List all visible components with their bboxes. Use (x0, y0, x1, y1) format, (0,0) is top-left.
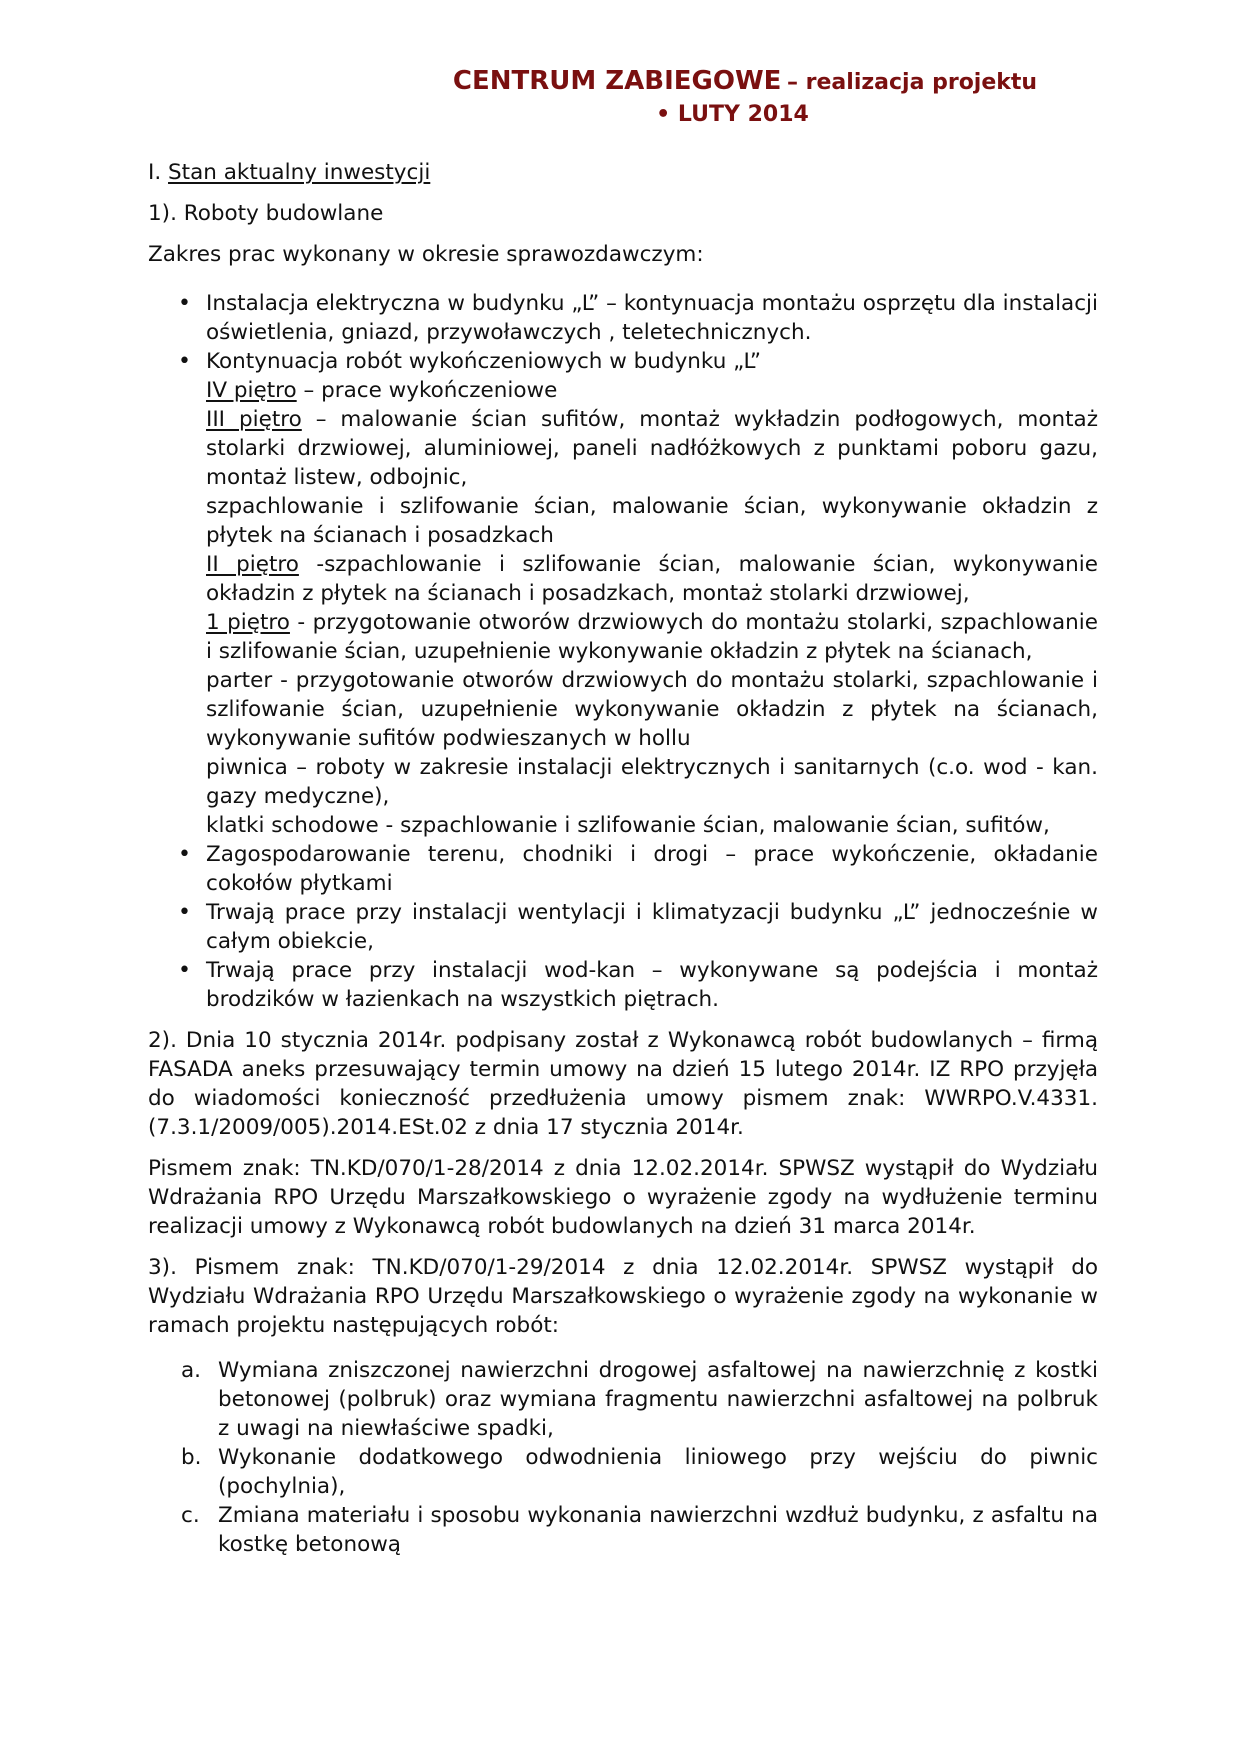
list-item-text: Trwają prace przy instalacji wentylacji i klimatyzacji budynku „L” jednocześnie w całym obiekcie, (206, 900, 1098, 954)
list-item (206, 956, 1098, 1014)
list-item (206, 898, 1098, 956)
list-marker: c. (181, 1503, 200, 1528)
list-item-text: Instalacja elektryczna w budynku „L” – kontynuacja montażu osprzętu dla instalacji oświetlenia, gniazd, przywoławczych , teletechnicznych. (206, 291, 1098, 345)
floor-line (206, 492, 1098, 550)
floor-label: 1 piętro (206, 610, 290, 635)
list-item-text: Trwają prace przy instalacji wod-kan – wykonywane są podejścia i montaż brodzików w łazienkach na wszystkich piętrach. (206, 958, 1098, 1012)
header-title: CENTRUM ZABIEGOWE (452, 66, 782, 96)
floor-text: -szpachlowanie i szlifowanie ścian, malowanie ścian, wykonywanie okładzin z płytek na ścianach i posadzkach, montaż stolarki drzwiowej, (206, 552, 1098, 606)
list-item (181, 1443, 1098, 1501)
paragraph-additional-works: 3). Pismem znak: TN.KD/070/1-29/2014 z dnia 12.02.2014r. SPWSZ wystąpił do Wydziału Wdrażania RPO Urzędu Marszałkowskiego o wyrażenie zgody na wykonanie w ramach projektu następujących robót: (148, 1255, 1098, 1338)
floor-text: parter - przygotowanie otworów drzwiowych do montażu stolarki, szpachlowanie i szlifowanie ścian, uzupełnienie wykonywanie okładzin z płytek na ścianach, wykonywanie sufitów podwieszanych w hollu (206, 668, 1098, 751)
floor-text: – prace wykończeniowe (296, 378, 558, 403)
list-item (181, 1356, 1098, 1443)
floor-text: szpachlowanie i szlifowanie ścian, malowanie ścian, wykonywanie okładzin z płytek na ścianach i posadzkach (206, 494, 1098, 548)
subsection-heading-1: 1). Roboty budowlane (148, 201, 384, 226)
header-title-line (250, 66, 1240, 96)
list-item (206, 840, 1098, 898)
list-item-text: Wymiana zniszczonej nawierzchni drogowej asfaltowej na nawierzchnię z kostki betonowej (polbruk) oraz wymiana fragmentu nawierzchni asfaltowej na polbruk z uwagi na niewłaściwe spadki, (218, 1358, 1098, 1441)
list-marker: b. (181, 1445, 202, 1470)
floor-line (206, 753, 1098, 811)
section-number: I. (148, 160, 162, 185)
additional-works-list (148, 1356, 1098, 1559)
floor-label: IV piętro (206, 378, 297, 403)
list-item-text: • Kontynuacja robót wykończeniowych w budynku „L” (206, 349, 762, 374)
floor-line (206, 608, 1098, 666)
floor-line (206, 550, 1098, 608)
floor-text: – malowanie ścian sufitów, montaż wykładzin podłogowych, montaż stolarki drzwiowej, aluminiowej, paneli nadłóżkowych z punktami poboru gazu, montaż listew, odbojnic, (206, 407, 1099, 490)
list-item-text: Wykonanie dodatkowego odwodnienia liniowego przy wejściu do piwnic (pochylnia), (218, 1445, 1098, 1499)
floor-line (206, 376, 1098, 405)
list-item (181, 1501, 1098, 1559)
section-title: Stan aktualny inwestycji (168, 160, 431, 185)
list-item (206, 289, 1098, 347)
subsection-intro: Zakres prac wykonany w okresie sprawozdawczym: (148, 242, 704, 267)
floor-line (206, 811, 1098, 840)
floor-line (206, 405, 1098, 492)
section-heading (148, 158, 1098, 187)
paragraph-extension-request: Pismem znak: TN.KD/070/1-28/2014 z dnia 12.02.2014r. SPWSZ wystąpił do Wydziału Wdrażania RPO Urzędu Marszałkowskiego o wyrażenie zgody na wydłużenie terminu realizacji umowy z Wykonawcą robót budowlanych na dzień 31 marca 2014r. (148, 1156, 1098, 1239)
floor-line (206, 666, 1098, 753)
list-item-text: Zmiana materiału i sposobu wykonania nawierzchni wzdłuż budynku, z asfaltu na kostkę betonową (218, 1503, 1098, 1557)
floor-label: III piętro (206, 407, 302, 432)
header-subtitle: – realizacja projektu (787, 70, 1038, 95)
list-item-text: Zagospodarowanie terenu, chodniki i drogi – prace wykończenie, okładanie cokołów płytkami (206, 842, 1098, 896)
list-marker: a. (181, 1358, 202, 1383)
list-item (206, 347, 1098, 840)
works-list (148, 289, 1098, 1014)
header-month: • LUTY 2014 (656, 102, 809, 127)
document-header (0, 66, 1240, 127)
floor-text: klatki schodowe - szpachlowanie i szlifowanie ścian, malowanie ścian, sufitów, (206, 813, 1050, 838)
floor-text: - przygotowanie otworów drzwiowych do montażu stolarki, szpachlowanie i szlifowanie ścian, uzupełnienie wykonywanie okładzin z płytek na ścianach, (206, 610, 1098, 664)
paragraph-annex: 2). Dnia 10 stycznia 2014r. podpisany został z Wykonawcą robót budowlanych – firmą FASADA aneks przesuwający termin umowy na dzień 15 lutego 2014r. IZ RPO przyjęła do wiadomości konieczność przedłużenia umowy pismem znak: WWRPO.V.4331.(7.3.1/2009/005).2014.ESt.02 z dnia 17 stycznia 2014r. (148, 1028, 1098, 1140)
floor-label: II piętro (206, 552, 299, 577)
document-body (148, 158, 1098, 1559)
floor-text: piwnica – roboty w zakresie instalacji elektrycznych i sanitarnych (c.o. wod - kan. gazy medyczne), (206, 755, 1098, 809)
